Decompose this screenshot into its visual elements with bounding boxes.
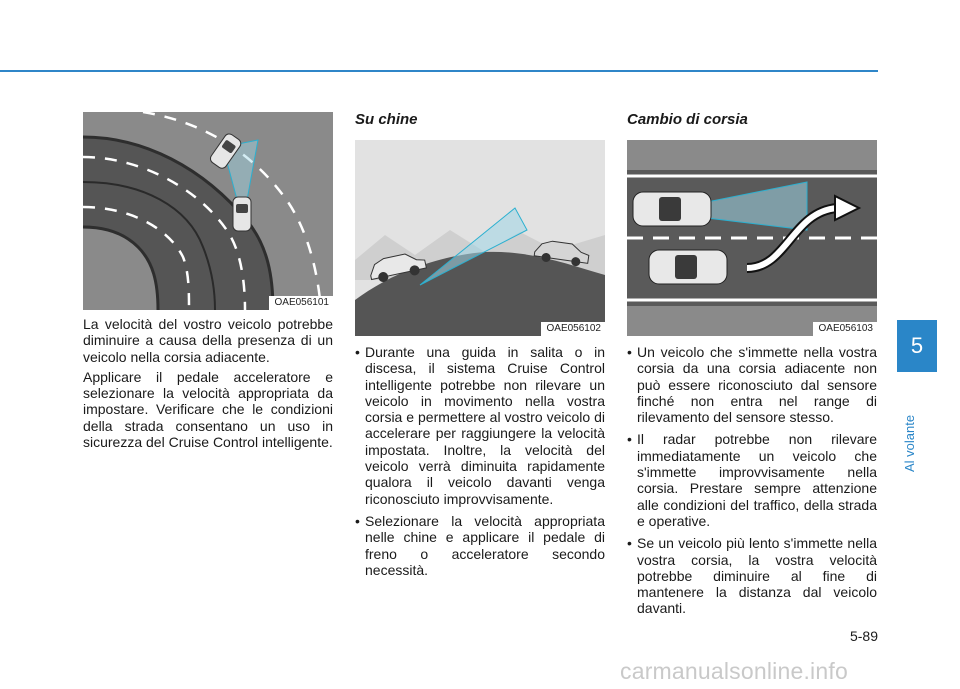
figure-hill [355, 140, 605, 336]
page-number: 5-89 [849, 628, 878, 644]
chapter-label: Al volante [902, 414, 917, 472]
column-lane-change [627, 112, 877, 623]
column-slopes [355, 112, 605, 584]
figure-code: OAE056101 [269, 296, 334, 310]
column-curve [83, 112, 333, 450]
paragraph: La velocità del vostro veicolo potrebbe diminuire a causa della presenza di un veicolo nella corsia adiacente. [83, 316, 333, 365]
watermark: carmanualsonline.info [620, 658, 848, 684]
figure-curved-road [83, 112, 333, 310]
chapter-tab: 5 [897, 320, 937, 372]
figure-lane-change [627, 140, 877, 336]
hill-illustration [355, 140, 605, 336]
lane-change-illustration [627, 140, 877, 336]
section-title: Cambio di corsia [627, 111, 748, 128]
section-title: Su chine [355, 111, 418, 128]
figure-code: OAE056103 [813, 322, 878, 336]
list-item: • Il radar potrebbe non rilevare immediatamente un veicolo che s'immette improvvisamente nella corsia. Prestare sempre attenzione alle condizioni del traffico, della strada e operative. [627, 431, 877, 529]
bullet-list [355, 344, 605, 578]
list-item: • Un veicolo che s'immette nella vostra corsia da una corsia adiacente non può essere riconosciuto dal sensore finché non entra nel range di rilevamento del sensore stesso. [627, 344, 877, 425]
list-item: • Selezionare la velocità appropriata nelle chine e applicare il pedale di freno o acceleratore secondo necessità. [355, 513, 605, 578]
curved-road-illustration [83, 112, 333, 310]
figure-code: OAE056102 [541, 322, 606, 336]
header-rule [0, 70, 878, 72]
bullet-list [627, 344, 877, 617]
paragraph: Applicare il pedale acceleratore e selezionare la velocità appropriata da impostare. Verificare che le condizioni della strada consentano un uso in sicurezza del Cruise Control intelligente. [83, 368, 333, 451]
list-item: • Durante una guida in salita o in discesa, il sistema Cruise Control intelligente potrebbe non rilevare un veicolo in movimento nella vostra corsia e permettere al vostro veicolo di accelerare per raggiungere la velocità impostata. Inoltre, la velocità del veicolo verrà diminuita rapidamente qualora il veicolo davanti venga riconosciuto improvvisamente. [355, 344, 605, 507]
list-item: • Se un veicolo più lento s'immette nella vostra corsia, la vostra velocità potrebbe diminuire al fine di mantenere la distanza dal veicolo davanti. [627, 535, 877, 616]
